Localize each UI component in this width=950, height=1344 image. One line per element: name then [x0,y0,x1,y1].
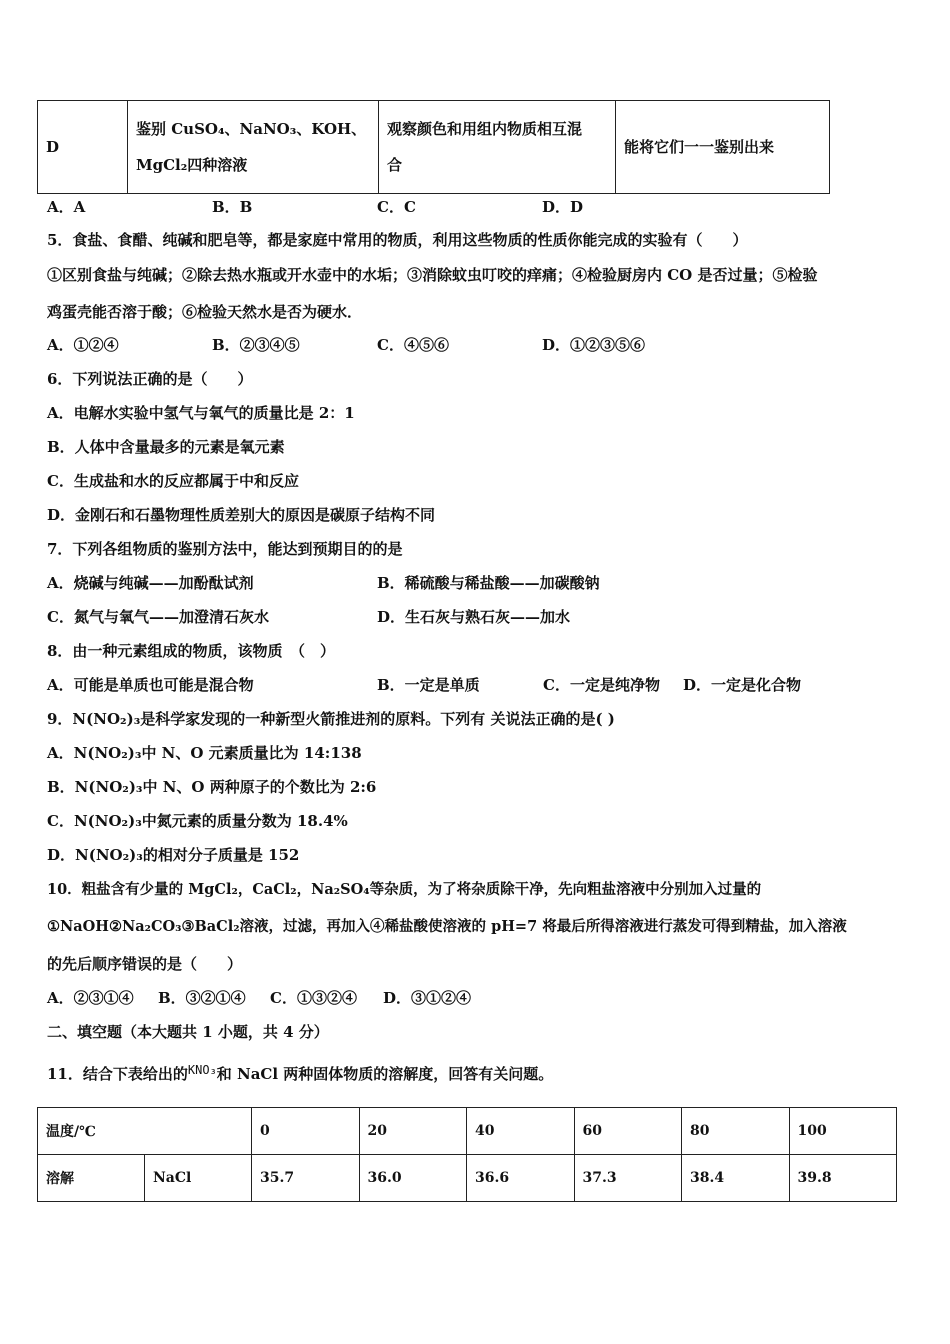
temp-cell: 40 [467,1108,575,1155]
q8-option-d: D．一定是化合物 [683,676,802,694]
q5-line-3: 鸡蛋壳能否溶于酸；⑥检验天然水是否为硬水． [47,303,363,321]
q9-option-c: C．N(NO₂)₃中氮元素的质量分数为 18.4% [47,812,348,830]
kno3-formula-image: KNO₃ [187,1063,217,1077]
substance-label: NaCl [145,1155,252,1202]
q8-option-c: C．一定是纯净物 [543,676,660,694]
q4-option-b: B．B [212,198,253,216]
q6-option-d: D．金刚石和石墨物理性质差别大的原因是碳原子结构不同 [47,506,436,524]
q5-option-b: B．②③④⑤ [212,336,300,354]
q10-option-d: D．③①②④ [383,989,472,1007]
q5-option-a: A．①②④ [47,336,119,354]
solubility-value: 37.3 [574,1155,682,1202]
solubility-value: 38.4 [682,1155,790,1202]
temp-cell: 80 [682,1108,790,1155]
q10-stem: 10．粗盐含有少量的 MgCl₂，CaCl₂，Na₂SO₄等杂质，为了将杂质除干净，先向粗盐溶液中分别加入过量的 [47,881,762,898]
q6-option-b: B．人体中含量最多的元素是氧元素 [47,438,285,456]
conclusion-cell: 能将它们一一鉴别出来 [616,101,830,194]
solubility-value: 36.6 [467,1155,575,1202]
q6-option-a: A．电解水实验中氢气与氧气的质量比是 2：1 [47,404,355,422]
q11-stem [47,1060,553,1084]
solubility-label: 溶解 [38,1155,145,1202]
temp-cell: 20 [359,1108,467,1155]
q4-option-a: A．A [47,198,86,216]
q7-option-a: A．烧碱与纯碱——加酚酞试剂 [47,574,254,592]
q9-option-a: A．N(NO₂)₃中 N、O 元素质量比为 14:138 [47,744,362,762]
solubility-table [37,1107,897,1202]
q6-option-c: C．生成盐和水的反应都属于中和反应 [47,472,299,490]
q4-option-c: C．C [377,198,416,216]
q8-option-b: B．一定是单质 [377,676,480,694]
q8-option-a: A．可能是单质也可能是混合物 [47,676,254,694]
q10-line-2: ①NaOH②Na₂CO₃③BaCl₂溶液，过滤，再加入④稀盐酸使溶液的 pH=7 将最后所得溶液进行蒸发可得到精盐，加入溶液 [47,918,847,935]
q9-stem: 9．N(NO₂)₃是科学家发现的一种新型火箭推进剂的原料。下列有 关说法正确的是( ) [47,710,615,728]
q7-option-c: C．氮气与氧气——加澄清石灰水 [47,608,269,626]
q4-option-d: D．D [542,198,584,216]
q11-pre: 11．结合下表给出的 [47,1065,188,1083]
q5-option-c: C．④⑤⑥ [377,336,449,354]
q8-stem: 8．由一种元素组成的物质，该物质 （ ） [47,642,335,660]
q10-option-a: A．②③①④ [47,989,134,1007]
q7-stem: 7．下列各组物质的鉴别方法中，能达到预期目的的是 [47,540,403,558]
goal-line-1: 鉴别 CuSO₄、NaNO₃、KOH、 [136,120,367,138]
solubility-value: 39.8 [789,1155,897,1202]
temp-cell: 100 [789,1108,897,1155]
temp-cell: 0 [252,1108,360,1155]
experiment-goal-cell [128,101,379,194]
q7-option-b: B．稀硫酸与稀盐酸——加碳酸钠 [377,574,600,592]
temp-header: 温度/℃ [38,1108,252,1155]
q11-post: 和 NaCl 两种固体物质的溶解度，回答有关问题。 [216,1065,554,1083]
q10-line-3: 的先后顺序错误的是（ ） [47,955,243,973]
solubility-value: 35.7 [252,1155,360,1202]
q9-option-b: B．N(NO₂)₃中 N、O 两种原子的个数比为 2:6 [47,778,377,796]
q6-stem: 6．下列说法正确的是（ ） [47,370,253,388]
section-heading: 二、填空题（本大题共 1 小题，共 4 分） [47,1023,329,1041]
q7-option-d: D．生石灰与熟石灰——加水 [377,608,571,626]
comparison-table-row-d [37,100,830,194]
solubility-value: 36.0 [359,1155,467,1202]
method-line-1: 观察颜色和用组内物质相互混 [387,120,583,138]
q10-option-b: B．③②①④ [158,989,246,1007]
q10-option-c: C．①③②④ [270,989,357,1007]
goal-line-2: MgCl₂四种溶液 [136,156,248,174]
q5-line-2: ①区别食盐与纯碱；②除去热水瓶或开水壶中的水垢；③消除蚊虫叮咬的痒痛；④检验厨房内 CO 是否过量；⑤检验 [47,266,818,284]
temp-cell: 60 [574,1108,682,1155]
method-cell [379,101,616,194]
q5-option-d: D．①②③⑤⑥ [542,336,646,354]
method-line-2: 合 [387,156,403,174]
row-label: D [38,101,128,194]
q9-option-d: D．N(NO₂)₃的相对分子质量是 152 [47,846,300,864]
q5-stem: 5．食盐、食醋、纯碱和肥皂等，都是家庭中常用的物质，利用这些物质的性质你能完成的实验有（ ） [47,231,748,249]
